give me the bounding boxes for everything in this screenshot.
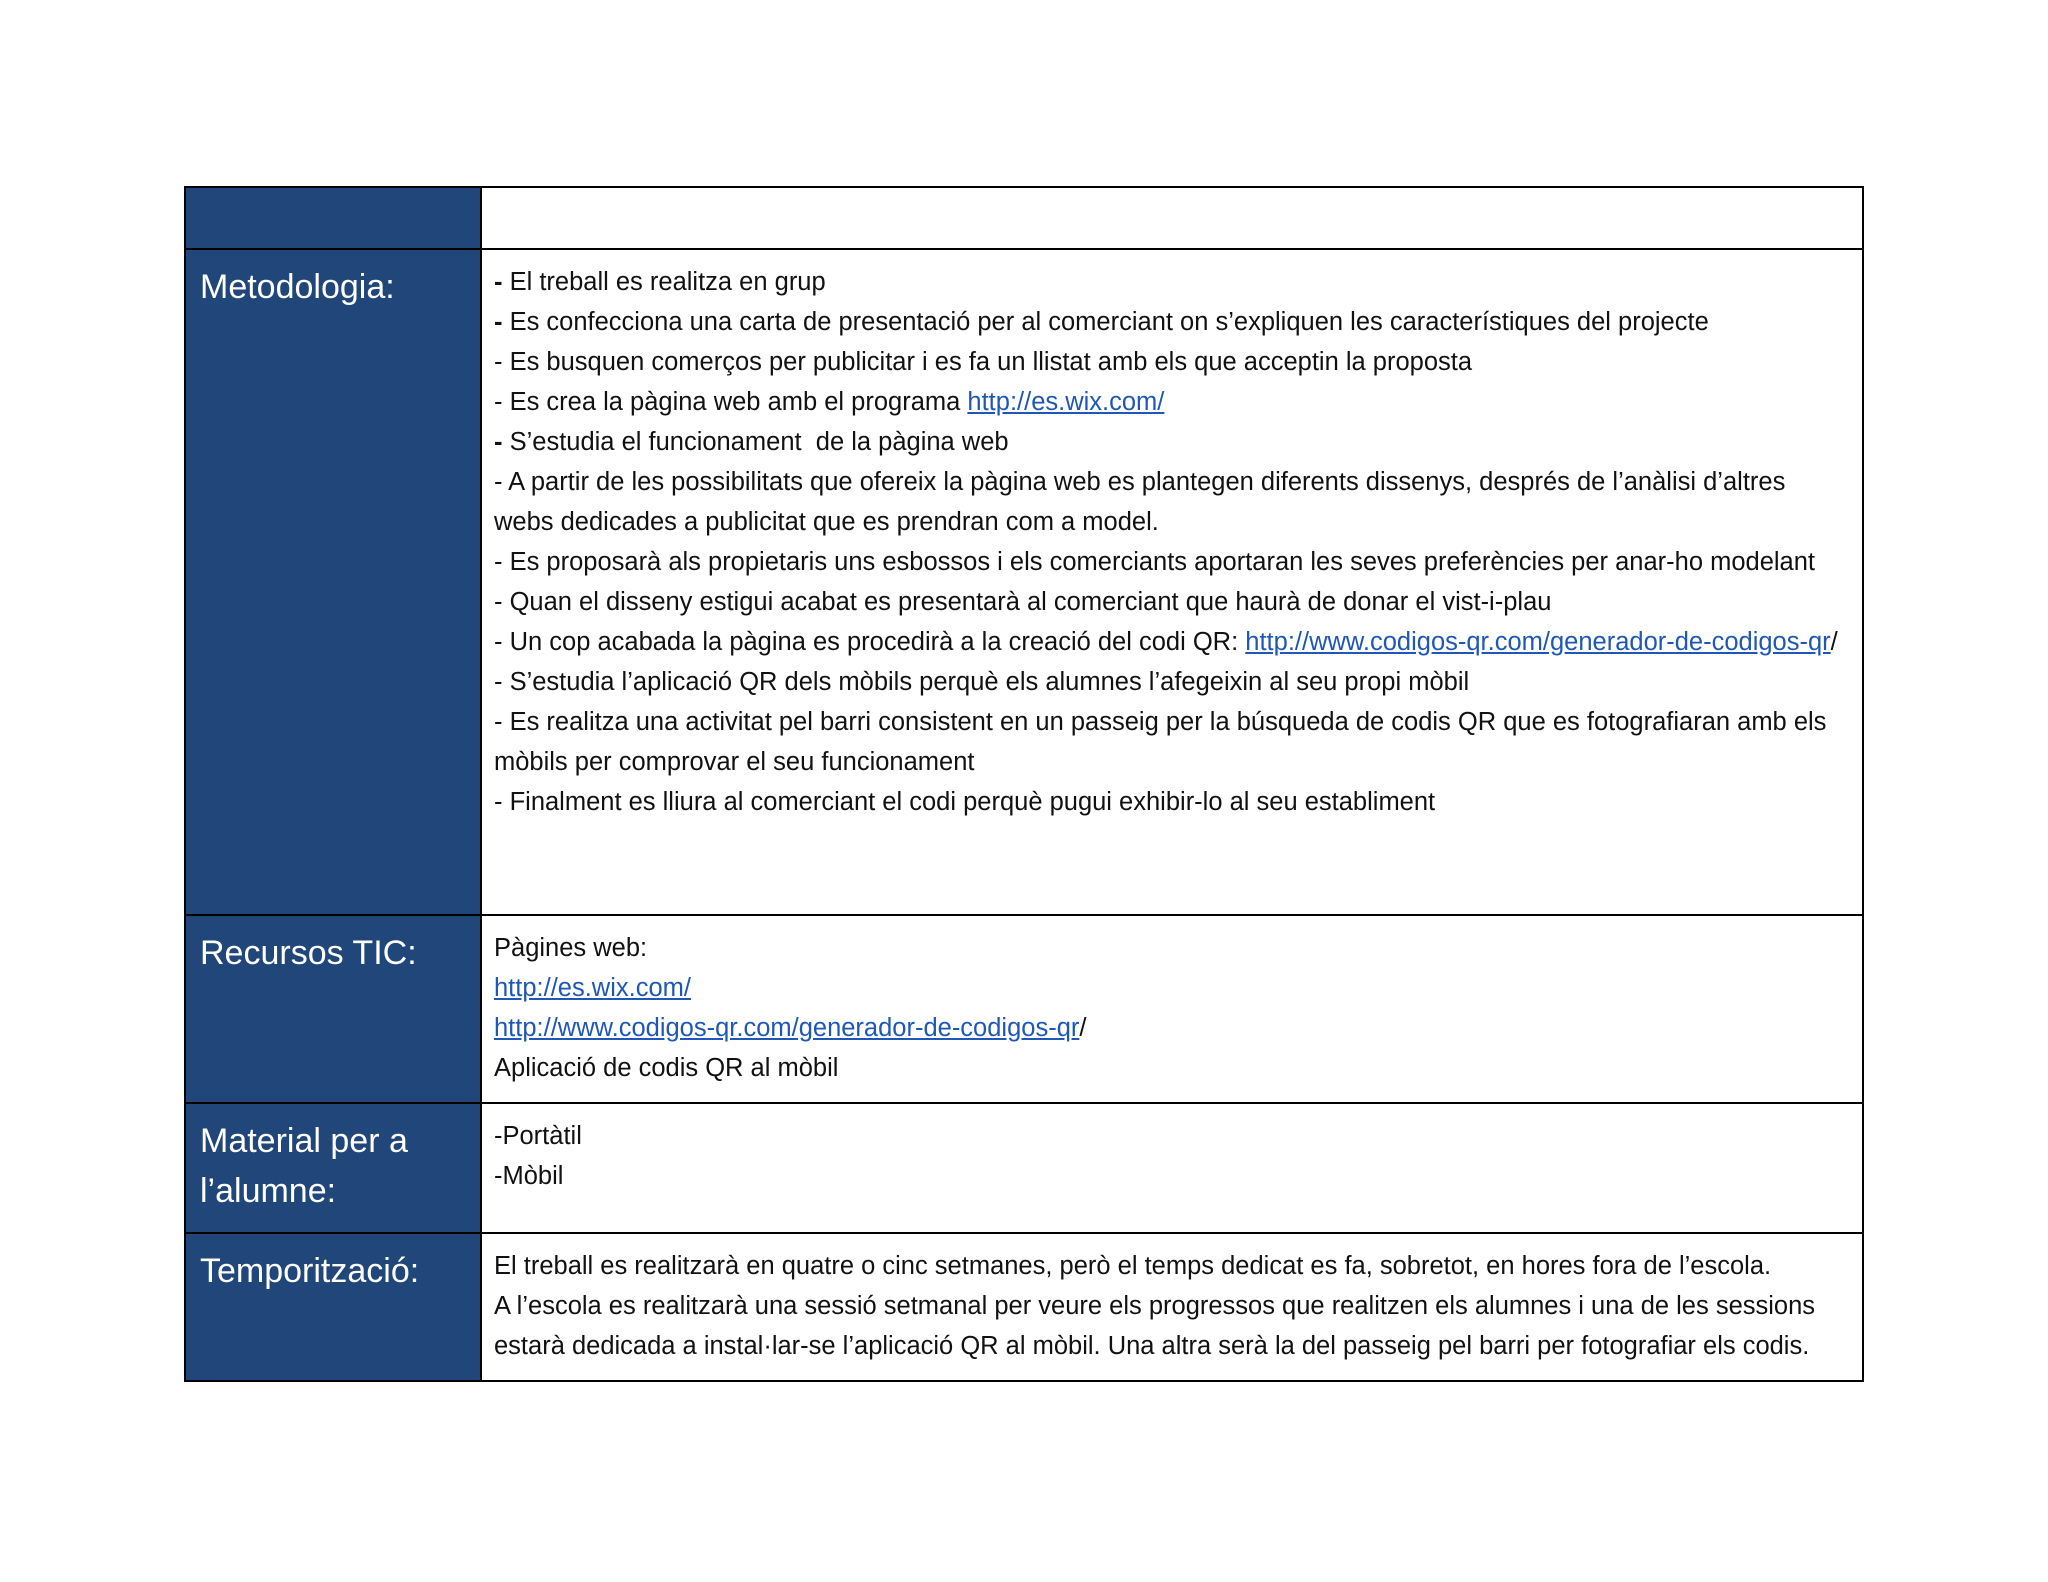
codigos-qr-link[interactable]: http://www.codigos-qr.com/generador-de-codigos-qr xyxy=(494,1014,1080,1042)
temporitzacio-paragraph: A l’escola es realitzarà una sessió setmanal per veure els progressos que realitzen els alumnes i una de les sessions estarà dedicada a instal·lar-se l’aplicació QR al mòbil. Una altra serà la del passeig pel barri per fotografiar els codis. xyxy=(494,1292,1816,1360)
material-content xyxy=(481,1103,1863,1233)
temporitzacio-paragraph: El treball es realitzarà en quatre o cinc setmanes, però el temps dedicat es fa, sobretot, en hores fora de l’escola. xyxy=(494,1252,1772,1280)
table-row-recursos xyxy=(185,915,1863,1103)
table-row-empty-header xyxy=(185,187,1863,249)
table-row-metodologia xyxy=(185,249,1863,915)
recursos-link-line xyxy=(494,968,1848,1008)
recursos-content xyxy=(481,915,1863,1103)
recursos-label: Recursos TIC: xyxy=(185,915,481,1103)
wix-link[interactable]: http://es.wix.com/ xyxy=(967,388,1165,416)
metodologia-line: - El treball es realitza en grup xyxy=(494,268,826,296)
recursos-app: Aplicació de codis QR al mòbil xyxy=(494,1054,839,1082)
wix-link[interactable]: http://es.wix.com/ xyxy=(494,974,691,1002)
metodologia-line: - Un cop acabada la pàgina es procedirà a la creació del codi QR: http://www.codigos-qr.com/generador-de-codigos-qr/ xyxy=(494,628,1838,656)
metodologia-line: - Es proposarà als propietaris uns esbossos i els comerciants aportaran les seves preferències per anar-ho modelant xyxy=(494,548,1815,576)
material-item: -Mòbil xyxy=(494,1162,564,1190)
metodologia-line: - Finalment es lliura al comerciant el codi perquè pugui exhibir-lo al seu establiment xyxy=(494,788,1436,816)
temporitzacio-label: Temporització: xyxy=(185,1233,481,1381)
metodologia-line: - Es realitza una activitat pel barri consistent en un passeig per la búsqueda de codis QR que es fotografiaran amb els mòbils per comprovar el seu funcionament xyxy=(494,708,1827,776)
material-label: Material per a l’alumne: xyxy=(185,1103,481,1233)
metodologia-line: - Es busquen comerços per publicitar i es fa un llistat amb els que acceptin la proposta xyxy=(494,348,1473,376)
metodologia-line: - S’estudia l’aplicació QR dels mòbils perquè els alumnes l’afegeixin al seu propi mòbil xyxy=(494,668,1470,696)
temporitzacio-content xyxy=(481,1233,1863,1381)
empty-content-cell xyxy=(481,187,1863,249)
metodologia-label: Metodologia: xyxy=(185,249,481,915)
table-row-material xyxy=(185,1103,1863,1233)
metodologia-line: - A partir de les possibilitats que ofereix la pàgina web es plantegen diferents dissenys, després de l’anàlisi d’altres webs dedicades a publicitat que es prendran com a model. xyxy=(494,468,1786,536)
recursos-heading: Pàgines web: xyxy=(494,934,648,962)
metodologia-content xyxy=(481,249,1863,915)
metodologia-line: - S’estudia el funcionament de la pàgina web xyxy=(494,428,1009,456)
codigos-qr-link[interactable]: http://www.codigos-qr.com/generador-de-codigos-qr xyxy=(1245,628,1831,656)
metodologia-line: - Es confecciona una carta de presentació per al comerciant on s’expliquen les característiques del projecte xyxy=(494,308,1709,336)
empty-label-cell xyxy=(185,187,481,249)
table-row-temporitzacio xyxy=(185,1233,1863,1381)
metodologia-line: - Es crea la pàgina web amb el programa http://es.wix.com/ xyxy=(494,388,1165,416)
material-item: -Portàtil xyxy=(494,1122,582,1150)
project-table xyxy=(184,186,1864,1382)
recursos-link-line: http://www.codigos-qr.com/generador-de-codigos-qr/ xyxy=(494,1014,1087,1042)
metodologia-line: - Quan el disseny estigui acabat es presentarà al comerciant que haurà de donar el vist-i-plau xyxy=(494,588,1552,616)
